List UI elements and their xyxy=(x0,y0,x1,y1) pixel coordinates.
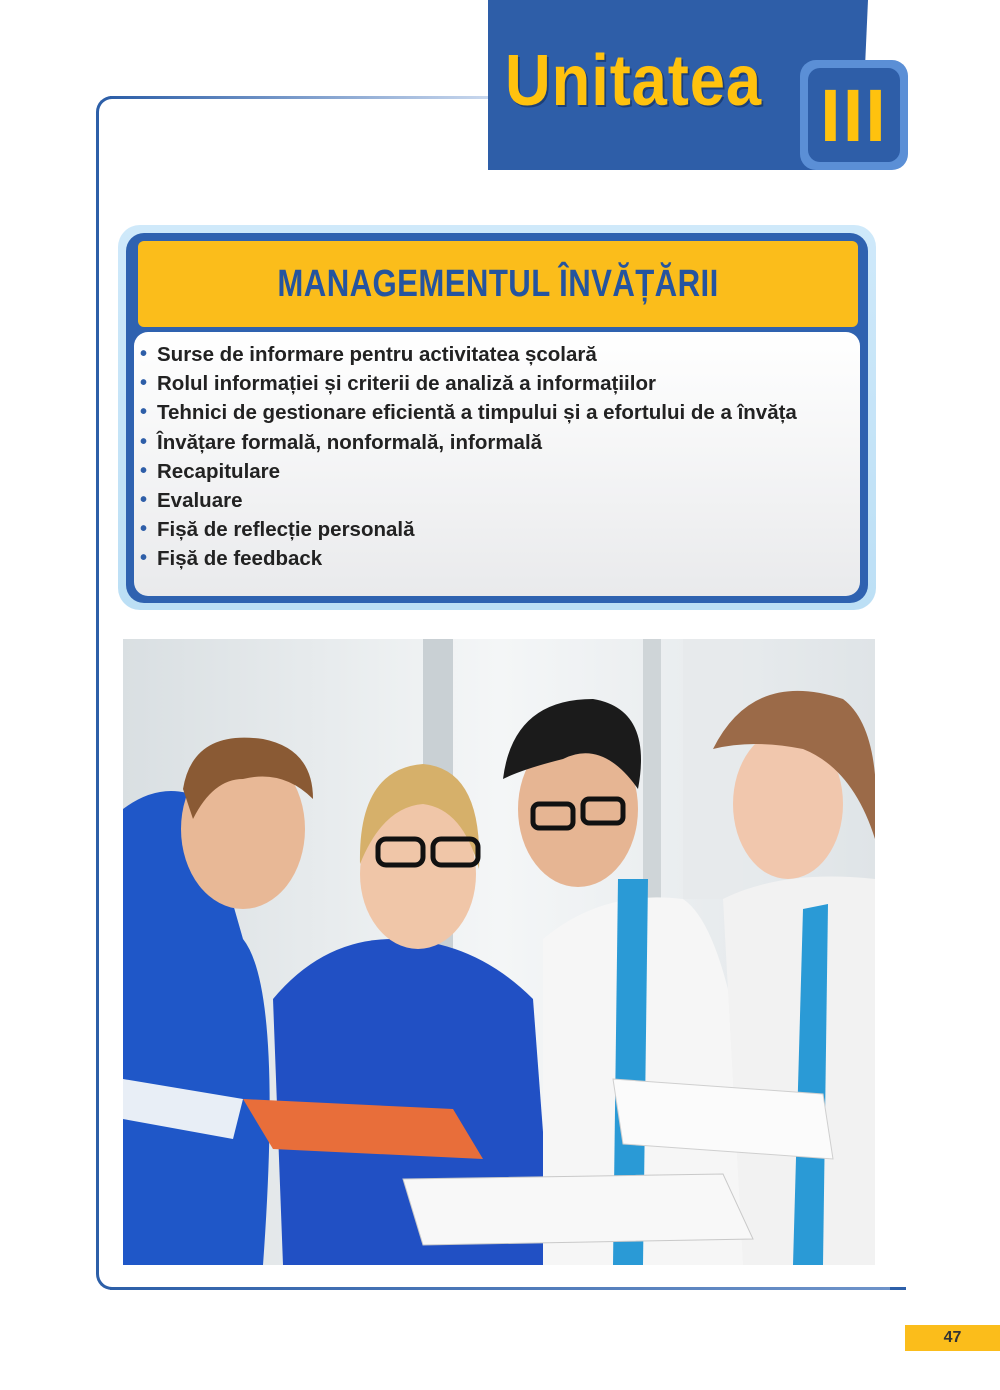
topic-item xyxy=(140,544,870,573)
topic-label: Fișă de feedback xyxy=(157,547,323,571)
students-photo-illustration xyxy=(123,639,875,1265)
frame-top-line xyxy=(110,96,490,99)
students-photo xyxy=(123,639,875,1265)
bullet-icon: • xyxy=(140,459,148,482)
bullet-icon: • xyxy=(140,547,148,570)
topic-item xyxy=(140,428,870,457)
topic-label: Recapitulare xyxy=(157,459,281,483)
bullet-icon: • xyxy=(140,401,148,424)
bullet-icon: • xyxy=(140,372,148,395)
bullet-icon: • xyxy=(140,430,148,453)
topic-label: Fișă de reflecție personală xyxy=(157,518,415,542)
topic-item xyxy=(140,369,870,398)
topic-label: Rolul informației și criterii de analiză a informațiilor xyxy=(157,372,656,396)
unit-numeral: III xyxy=(808,68,900,162)
bullet-icon: • xyxy=(140,343,148,366)
section-title-bar xyxy=(138,241,858,327)
page-number: 47 xyxy=(905,1325,1000,1351)
bullet-icon: • xyxy=(140,518,148,541)
bullet-icon: • xyxy=(140,489,148,512)
frame-bottom-line xyxy=(110,1287,890,1290)
topic-item xyxy=(140,398,870,427)
topic-label: Tehnici de gestionare eficientă a timpului și a efortului de a învăța xyxy=(157,401,797,425)
topic-list xyxy=(140,340,870,574)
topic-item xyxy=(140,486,870,515)
topic-item xyxy=(140,515,870,544)
topic-label: Surse de informare pentru activitatea școlară xyxy=(157,343,597,367)
unit-label: Unitatea xyxy=(505,41,763,121)
topic-label: Învățare formală, nonformală, informală xyxy=(157,430,543,454)
topic-item xyxy=(140,340,870,369)
topic-item xyxy=(140,457,870,486)
topic-label: Evaluare xyxy=(157,489,243,513)
section-title: MANAGEMENTUL ÎNVĂȚĂRII xyxy=(277,262,719,305)
